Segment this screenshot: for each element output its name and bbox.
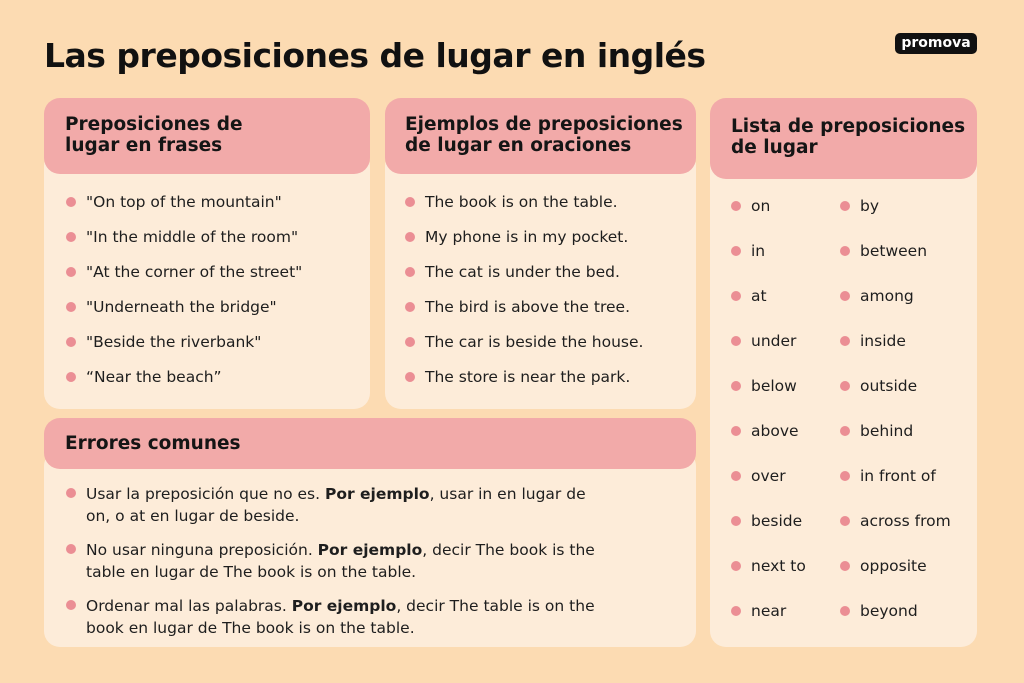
error-example-label: Por ejemplo (291, 597, 397, 615)
error-item (66, 483, 686, 527)
page-title: Las preposiciones de lugar en inglés (44, 36, 706, 75)
error-text: book en lugar de The book is on the table. (86, 619, 415, 637)
list-item: "Underneath the bridge" (66, 297, 366, 317)
error-text: No usar ninguna preposición. (86, 541, 318, 559)
error-text: Ordenar mal las palabras. (86, 597, 292, 615)
prepositions-heading-line1: Lista de preposiciones (731, 116, 966, 137)
preposition-item: outside (840, 376, 975, 396)
list-item: The store is near the park. (405, 367, 695, 387)
phrases-heading (44, 98, 370, 174)
list-item: "Beside the riverbank" (66, 332, 366, 352)
preposition-item: across from (840, 511, 975, 531)
preposition-item: at (731, 286, 831, 306)
errors-heading (44, 418, 696, 469)
examples-heading (385, 98, 696, 174)
preposition-item: next to (731, 556, 831, 576)
preposition-item: between (840, 241, 975, 261)
preposition-item: near (731, 601, 831, 621)
error-text: on, o at en lugar de beside. (86, 507, 300, 525)
preposition-item: behind (840, 421, 975, 441)
preposition-item: over (731, 466, 831, 486)
phrases-heading-line2: lugar en frases (65, 135, 223, 156)
prepositions-heading (710, 98, 977, 179)
list-item: My phone is in my pocket. (405, 227, 695, 247)
list-item: The book is on the table. (405, 192, 695, 212)
errors-list (66, 483, 686, 639)
preposition-item: below (731, 376, 831, 396)
list-item: The cat is under the bed. (405, 262, 695, 282)
preposition-item: beside (731, 511, 831, 531)
preposition-item: on (731, 196, 831, 216)
errors-heading-text: Errores comunes (65, 433, 241, 454)
error-text: , decir The book is the (422, 541, 595, 559)
error-text: Usar la preposición que no es. (86, 485, 325, 503)
preposition-item: above (731, 421, 831, 441)
prepositions-heading-line2: de lugar (731, 137, 818, 158)
error-text: , decir The table is on the (396, 597, 595, 615)
preposition-item: by (840, 196, 975, 216)
phrases-heading-line1: Preposiciones de (65, 114, 243, 135)
preposition-item: beyond (840, 601, 975, 621)
error-text: , usar in en lugar de (429, 485, 586, 503)
list-item: The bird is above the tree. (405, 297, 695, 317)
preposition-item: among (840, 286, 975, 306)
list-item: "On top of the mountain" (66, 192, 366, 212)
error-example-label: Por ejemplo (317, 541, 423, 559)
examples-list (405, 192, 695, 387)
prepositions-col2 (840, 196, 975, 621)
error-text: table en lugar de The book is on the table. (86, 563, 417, 581)
error-item (66, 539, 686, 583)
list-item: The car is beside the house. (405, 332, 695, 352)
preposition-item: opposite (840, 556, 975, 576)
error-example-label: Por ejemplo (324, 485, 430, 503)
preposition-item: in front of (840, 466, 975, 486)
list-item: "In the middle of the room" (66, 227, 366, 247)
examples-heading-line1: Ejemplos de preposiciones (405, 114, 683, 135)
preposition-item: inside (840, 331, 975, 351)
prepositions-col1 (731, 196, 831, 621)
examples-heading-line2: de lugar en oraciones (405, 135, 632, 156)
preposition-item: in (731, 241, 831, 261)
list-item: "At the corner of the street" (66, 262, 366, 282)
preposition-item: under (731, 331, 831, 351)
phrases-list (66, 192, 366, 387)
promova-logo: promova (895, 33, 977, 54)
error-item (66, 595, 686, 639)
list-item: “Near the beach” (66, 367, 366, 387)
